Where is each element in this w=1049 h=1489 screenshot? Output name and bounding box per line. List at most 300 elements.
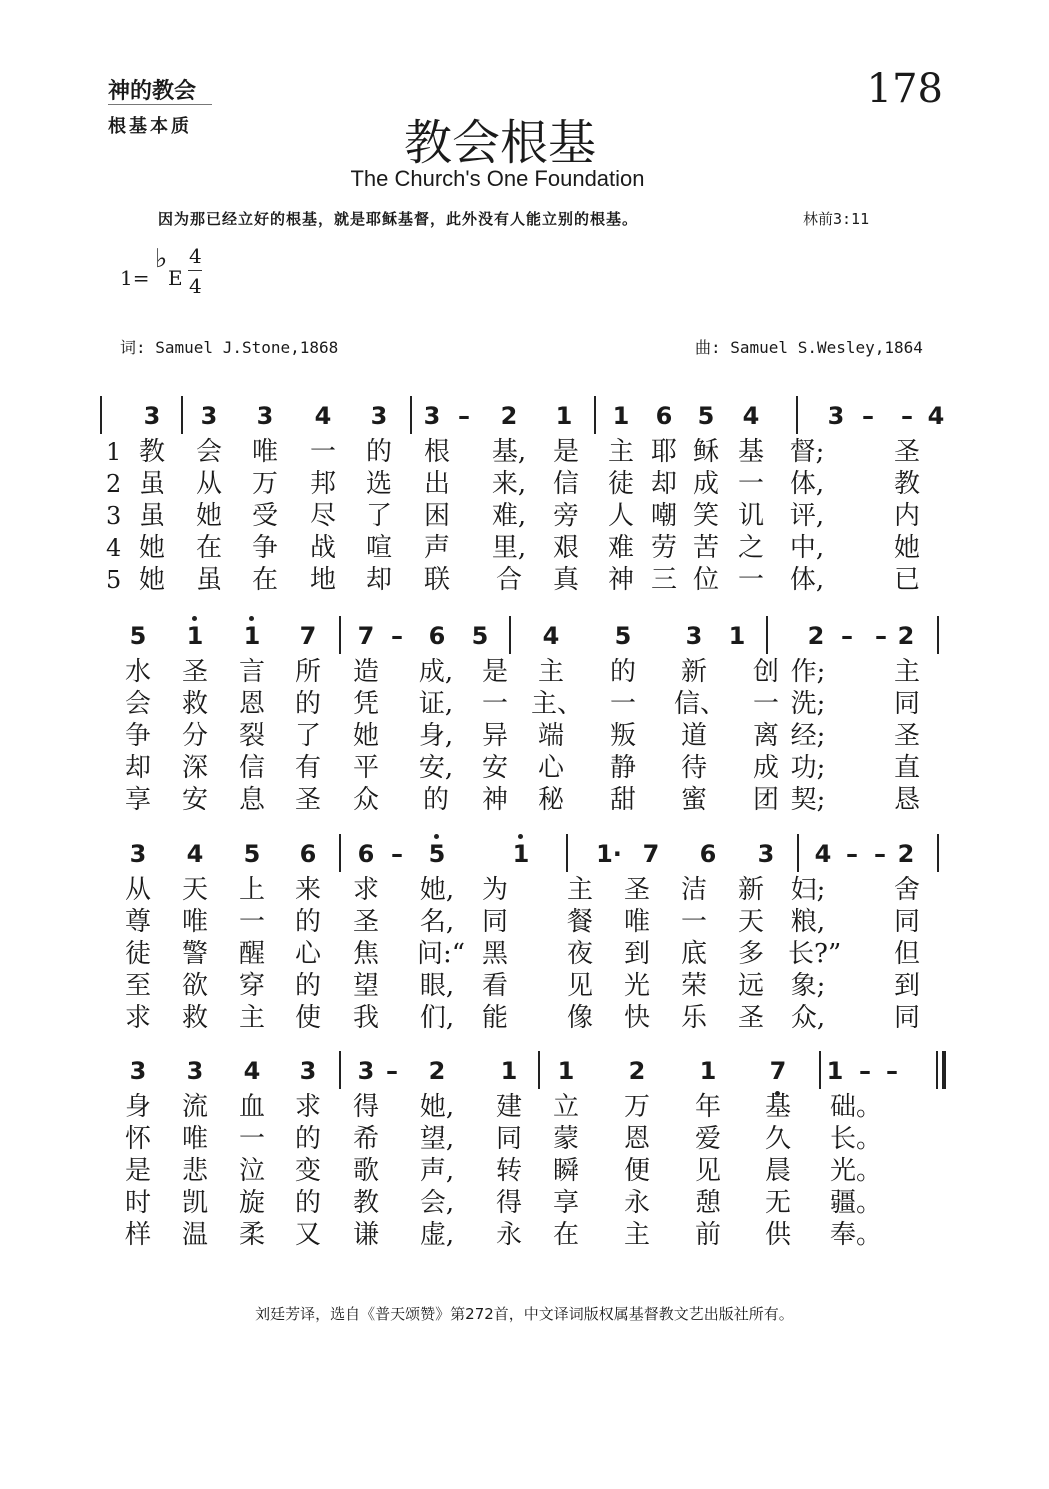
- lyric-syllable: 却: [365, 565, 392, 595]
- lyric-syllable: 蜜: [680, 785, 707, 815]
- lyric-syllable: 救: [181, 1003, 208, 1033]
- lyric-syllable: 徒: [607, 469, 634, 499]
- note: 7: [753, 1057, 803, 1085]
- lyric-syllable: 底: [680, 939, 707, 969]
- lyric-line-5: [100, 564, 950, 596]
- dash-note: –: [841, 622, 853, 650]
- lyric-line-5: [100, 1002, 950, 1034]
- lyric-syllable: 年: [694, 1092, 721, 1122]
- lyric-syllable: 人: [607, 501, 634, 531]
- lyric-syllable: 圣: [623, 875, 650, 905]
- note: 4: [927, 402, 945, 430]
- lyric-line-2: [100, 1123, 950, 1155]
- lyric-syllable: 在: [195, 533, 222, 563]
- note: 3: [256, 402, 274, 430]
- dash-note: –: [391, 840, 403, 868]
- lyric-syllable: 她: [138, 533, 165, 563]
- lyric-syllable: 之: [737, 533, 764, 563]
- verse-number: 3: [106, 502, 122, 530]
- lyric-syllable: 望,: [419, 1124, 455, 1154]
- notation-row: [100, 830, 950, 878]
- lyric-syllable: 万: [623, 1092, 650, 1122]
- lyric-syllable: 血: [238, 1092, 265, 1122]
- scripture-verse: 因为那已经立好的根基，就是耶稣基督，此外没有人能立别的根基。: [158, 210, 639, 228]
- lyric-syllable: 础。: [830, 1092, 883, 1122]
- lyric-syllable: 裂: [238, 721, 265, 751]
- lyric-syllable: 她: [893, 533, 920, 563]
- note: 1: [612, 402, 630, 430]
- note: 3: [757, 840, 775, 868]
- lyric-syllable: 恳: [893, 785, 920, 815]
- lyric-syllable: 神: [607, 565, 634, 595]
- dash-note: –: [886, 1057, 898, 1085]
- lyric-line-3: [100, 720, 950, 752]
- note: 4: [314, 402, 332, 430]
- verse-number: 5: [106, 566, 122, 594]
- dash-note: –: [874, 840, 886, 868]
- notation-row: [100, 392, 950, 440]
- final-barline-thick: [942, 1051, 946, 1089]
- lyric-syllable: 看: [481, 971, 508, 1001]
- note: 4: [243, 1057, 261, 1085]
- lyric-line-5: [100, 784, 950, 816]
- lyric-syllable: 会: [124, 689, 151, 719]
- note: 5: [697, 402, 715, 430]
- lyric-line-4: [100, 970, 950, 1002]
- lyric-syllable: 身: [124, 1092, 151, 1122]
- dash-note: –: [862, 402, 874, 430]
- lyric-syllable: 却: [650, 469, 677, 499]
- lyric-syllable: 奉。: [830, 1220, 883, 1250]
- note: 3: [685, 622, 703, 650]
- octave-dot-above: [518, 834, 523, 839]
- lyric-syllable: 内: [893, 501, 920, 531]
- barline: [796, 396, 798, 434]
- lyric-syllable: 身,: [418, 721, 454, 751]
- lyric-syllable: 的: [294, 907, 321, 937]
- lyric-syllable: 主: [893, 657, 920, 687]
- note: 3: [423, 402, 441, 430]
- lyric-syllable: 中,: [789, 533, 825, 563]
- lyric-syllable: 是: [552, 437, 579, 467]
- barline: [538, 1051, 540, 1089]
- octave-dot-above: [192, 616, 197, 621]
- note: 4: [542, 622, 560, 650]
- note: 3: [827, 402, 845, 430]
- lyric-syllable: 长?”: [788, 939, 842, 969]
- lyric-syllable: 希: [352, 1124, 379, 1154]
- lyric-syllable: 虽: [138, 469, 165, 499]
- lyric-syllable: 爱: [694, 1124, 721, 1154]
- note: 1: [496, 840, 546, 868]
- lyric-syllable: 成,: [418, 657, 454, 687]
- lyric-syllable: 上: [238, 875, 265, 905]
- lyric-syllable: 难,: [491, 501, 527, 531]
- lyric-syllable: 造: [352, 657, 379, 687]
- lyric-syllable: 平: [352, 753, 379, 783]
- note: 1: [826, 1057, 844, 1085]
- lyric-syllable: 夜: [566, 939, 593, 969]
- lyric-syllable: 体,: [789, 469, 825, 499]
- lyric-syllable: 洗;: [790, 689, 826, 719]
- lyric-syllable: 名,: [419, 907, 455, 937]
- lyric-syllable: 同: [481, 907, 508, 937]
- lyric-syllable: 基: [737, 437, 764, 467]
- note: 3: [186, 1057, 204, 1085]
- lyric-syllable: 凭: [352, 689, 379, 719]
- lyric-syllable: 圣: [737, 1003, 764, 1033]
- lyric-syllable: 一: [481, 689, 508, 719]
- lyric-syllable: 一: [752, 689, 779, 719]
- note: 5: [412, 840, 462, 868]
- note: 3: [143, 402, 161, 430]
- lyric-syllable: 信、: [674, 689, 727, 719]
- lyric-syllable: 在: [552, 1220, 579, 1250]
- lyric-syllable: 经;: [790, 721, 826, 751]
- lyric-syllable: 圣: [352, 907, 379, 937]
- note: 2: [500, 402, 518, 430]
- note: 4: [742, 402, 760, 430]
- lyric-syllable: 了: [294, 721, 321, 751]
- lyric-syllable: 出: [423, 469, 450, 499]
- notation-row: [100, 612, 950, 660]
- note: 2: [897, 622, 915, 650]
- lyric-syllable: 苦: [692, 533, 719, 563]
- lyric-syllable: 她: [352, 721, 379, 751]
- note: 7: [642, 840, 660, 868]
- lyric-syllable: 样: [124, 1220, 151, 1250]
- lyric-syllable: 光。: [830, 1156, 883, 1186]
- note: 2: [897, 840, 915, 868]
- note: 3: [129, 1057, 147, 1085]
- lyric-syllable: 分: [181, 721, 208, 751]
- lyric-syllable: 从: [195, 469, 222, 499]
- verse-number: 1: [106, 438, 122, 466]
- lyric-syllable: 旁: [552, 501, 579, 531]
- lyric-syllable: 地: [309, 565, 336, 595]
- verse-number: 2: [106, 470, 122, 498]
- lyric-syllable: 长。: [830, 1124, 883, 1154]
- lyric-syllable: 瞬: [552, 1156, 579, 1186]
- barline: [566, 834, 568, 872]
- lyric-syllable: 心: [294, 939, 321, 969]
- lyric-syllable: 叛: [609, 721, 636, 751]
- lyric-syllable: 快: [623, 1003, 650, 1033]
- lyric-syllable: 蒙: [552, 1124, 579, 1154]
- lyric-syllable: 眼,: [419, 971, 455, 1001]
- lyric-syllable: 永: [623, 1188, 650, 1218]
- lyric-syllable: 唯: [251, 437, 278, 467]
- lyric-syllable: 契;: [790, 785, 826, 815]
- lyric-syllable: 洁: [680, 875, 707, 905]
- lyric-syllable: 供: [764, 1220, 791, 1250]
- lyric-line-5: [100, 1219, 950, 1251]
- lyric-syllable: 声,: [419, 1156, 455, 1186]
- lyric-line-2: [100, 468, 950, 500]
- hymn-title: 教会根基: [403, 115, 596, 171]
- lyric-syllable: 建: [495, 1092, 522, 1122]
- key-prefix: 1=: [120, 266, 150, 290]
- lyric-syllable: 得: [352, 1092, 379, 1122]
- note: 3: [357, 1057, 375, 1085]
- note: 1: [557, 1057, 575, 1085]
- lyric-syllable: 声: [423, 533, 450, 563]
- lyric-syllable: 虚,: [419, 1220, 455, 1250]
- lyric-syllable: 天: [737, 907, 764, 937]
- lyric-syllable: 难: [607, 533, 634, 563]
- lyric-syllable: 又: [294, 1220, 321, 1250]
- lyricist-credit: 词: Samuel J.Stone,1868: [120, 338, 339, 357]
- lyric-syllable: 的: [365, 437, 392, 467]
- lyric-syllable: 邦: [309, 469, 336, 499]
- lyric-line-1: [100, 436, 950, 468]
- octave-dot-above: [434, 834, 439, 839]
- dash-note: –: [846, 840, 858, 868]
- lyric-syllable: 恩: [623, 1124, 650, 1154]
- lyric-syllable: 她: [195, 501, 222, 531]
- lyric-line-3: [100, 1155, 950, 1187]
- notation-row: [100, 1047, 950, 1095]
- lyric-syllable: 选: [365, 469, 392, 499]
- lyric-syllable: 成: [692, 469, 719, 499]
- lyric-syllable: 多: [737, 939, 764, 969]
- lyric-syllable: 一: [609, 689, 636, 719]
- barline: [766, 616, 768, 654]
- lyric-syllable: 为: [481, 875, 508, 905]
- lyric-syllable: 艰: [552, 533, 579, 563]
- translation-credit: 刘廷芳译，选自《普天颂赞》第272首，中文译词版权属基督教文艺出版社所有。: [255, 1305, 794, 1323]
- lyric-syllable: 唯: [181, 1124, 208, 1154]
- lyric-syllable: 安: [481, 753, 508, 783]
- lyric-syllable: 尽: [309, 501, 336, 531]
- lyric-syllable: 一: [680, 907, 707, 937]
- lyric-syllable: 嘲: [650, 501, 677, 531]
- lyric-syllable: 争: [124, 721, 151, 751]
- lyric-syllable: 唯: [623, 907, 650, 937]
- lyric-syllable: 受: [251, 501, 278, 531]
- lyric-syllable: 甜: [609, 785, 636, 815]
- note: 3: [370, 402, 388, 430]
- lyric-syllable: 妇;: [790, 875, 826, 905]
- lyric-syllable: 是: [124, 1156, 151, 1186]
- lyric-syllable: 神: [481, 785, 508, 815]
- lyric-syllable: 真: [552, 565, 579, 595]
- lyric-syllable: 黑: [481, 939, 508, 969]
- note: 6: [357, 840, 375, 868]
- lyric-syllable: 秘: [537, 785, 564, 815]
- lyric-syllable: 警: [181, 939, 208, 969]
- lyric-syllable: 创: [752, 657, 779, 687]
- note: 6: [299, 840, 317, 868]
- lyric-syllable: 醒: [238, 939, 265, 969]
- lyric-syllable: 团: [752, 785, 779, 815]
- scripture-reference: 林前3:11: [803, 210, 870, 228]
- lyric-syllable: 谦: [352, 1220, 379, 1250]
- lyric-syllable: 的: [294, 971, 321, 1001]
- lyric-syllable: 一: [737, 469, 764, 499]
- lyric-syllable: 基,: [491, 437, 527, 467]
- barline: [509, 616, 511, 654]
- lyric-syllable: 联: [423, 565, 450, 595]
- composer-credit: 曲: Samuel S.Wesley,1864: [695, 338, 923, 357]
- lyric-syllable: 舍: [893, 875, 920, 905]
- lyric-syllable: 教: [893, 469, 920, 499]
- lyric-syllable: 望: [352, 971, 379, 1001]
- note: 3: [129, 840, 147, 868]
- lyric-syllable: 来,: [491, 469, 527, 499]
- time-signature-line: [188, 270, 202, 271]
- lyric-syllable: 光: [623, 971, 650, 1001]
- dash-note: –: [901, 402, 913, 430]
- octave-dot-above: [249, 616, 254, 621]
- lyric-syllable: 安,: [418, 753, 454, 783]
- lyric-syllable: 憩: [694, 1188, 721, 1218]
- lyric-syllable: 乐: [680, 1003, 707, 1033]
- lyric-syllable: 讥: [737, 501, 764, 531]
- lyric-syllable: 的: [609, 657, 636, 687]
- lyric-syllable: 圣: [893, 437, 920, 467]
- note: 7: [299, 622, 317, 650]
- lyric-syllable: 息: [238, 785, 265, 815]
- lyric-syllable: 求: [352, 875, 379, 905]
- lyric-syllable: 战: [309, 533, 336, 563]
- lyric-syllable: 远: [737, 971, 764, 1001]
- lyric-syllable: 位: [692, 565, 719, 595]
- lyric-syllable: 前: [694, 1220, 721, 1250]
- lyric-syllable: 道: [680, 721, 707, 751]
- barline: [181, 396, 183, 434]
- lyric-syllable: 主: [623, 1220, 650, 1250]
- lyric-syllable: 同: [893, 907, 920, 937]
- lyric-syllable: 来: [294, 875, 321, 905]
- lyric-syllable: 万: [251, 469, 278, 499]
- note: 1: [227, 622, 277, 650]
- lyric-syllable: 所: [294, 657, 321, 687]
- lyric-line-3: [100, 938, 950, 970]
- lyric-syllable: 荣: [680, 971, 707, 1001]
- verse-number: 4: [106, 534, 122, 562]
- subcategory-label: 根基本质: [108, 116, 192, 137]
- lyric-line-1: [100, 874, 950, 906]
- lyric-syllable: 在: [251, 565, 278, 595]
- lyric-syllable: 求: [124, 1003, 151, 1033]
- lyric-syllable: 泣: [238, 1156, 265, 1186]
- lyric-syllable: 里,: [491, 533, 527, 563]
- lyric-syllable: 一: [309, 437, 336, 467]
- lyric-syllable: 深: [181, 753, 208, 783]
- lyric-line-1: [100, 656, 950, 688]
- lyric-syllable: 享: [552, 1188, 579, 1218]
- lyric-syllable: 转: [495, 1156, 522, 1186]
- lyric-syllable: 一: [238, 1124, 265, 1154]
- lyric-syllable: 久: [764, 1124, 791, 1154]
- lyric-syllable: 是: [481, 657, 508, 687]
- lyric-syllable: 证,: [418, 689, 454, 719]
- lyric-syllable: 旋: [238, 1188, 265, 1218]
- lyric-syllable: 静: [609, 753, 636, 783]
- lyric-syllable: 立: [552, 1092, 579, 1122]
- barline: [100, 396, 102, 434]
- note: 1: [500, 1057, 518, 1085]
- lyric-syllable: 的: [294, 1188, 321, 1218]
- lyric-syllable: 们,: [419, 1003, 455, 1033]
- lyric-syllable: 同: [893, 1003, 920, 1033]
- note: 5: [129, 622, 147, 650]
- lyric-syllable: 到: [623, 939, 650, 969]
- note: 3: [200, 402, 218, 430]
- lyric-syllable: 求: [294, 1092, 321, 1122]
- lyric-syllable: 晨: [764, 1156, 791, 1186]
- note: 5: [243, 840, 261, 868]
- lyric-syllable: 稣: [692, 437, 719, 467]
- lyric-syllable: 异: [481, 721, 508, 751]
- lyric-syllable: 无: [764, 1188, 791, 1218]
- lyric-syllable: 笑: [692, 501, 719, 531]
- lyric-syllable: 的: [422, 785, 449, 815]
- final-barline: [936, 1051, 938, 1089]
- lyric-syllable: 流: [181, 1092, 208, 1122]
- lyric-line-4: [100, 532, 950, 564]
- lyric-syllable: 直: [893, 753, 920, 783]
- lyric-syllable: 主、: [531, 689, 584, 719]
- lyric-syllable: 虽: [138, 501, 165, 531]
- lyric-syllable: 徒: [124, 939, 151, 969]
- lyric-syllable: 众,: [790, 1003, 826, 1033]
- lyric-syllable: 凯: [181, 1188, 208, 1218]
- note: 2: [428, 1057, 446, 1085]
- lyric-syllable: 的: [294, 689, 321, 719]
- lyric-syllable: 但: [893, 939, 920, 969]
- lyric-syllable: 新: [680, 657, 707, 687]
- lyric-syllable: 得: [495, 1188, 522, 1218]
- lyric-syllable: 唯: [181, 907, 208, 937]
- note: 6: [699, 840, 717, 868]
- key-note: E: [168, 266, 183, 290]
- lyric-syllable: 使: [294, 1003, 321, 1033]
- lyric-syllable: 时: [124, 1188, 151, 1218]
- lyric-line-3: [100, 500, 950, 532]
- lyric-syllable: 言: [238, 657, 265, 687]
- lyric-syllable: 端: [537, 721, 564, 751]
- barline: [937, 616, 939, 654]
- lyric-syllable: 见: [566, 971, 593, 1001]
- lyric-syllable: 新: [737, 875, 764, 905]
- lyric-syllable: 她,: [419, 1092, 455, 1122]
- lyric-syllable: 水: [124, 657, 151, 687]
- lyric-line-1: [100, 1091, 950, 1123]
- lyric-syllable: 三: [650, 565, 677, 595]
- note: 7: [357, 622, 375, 650]
- note: 1: [699, 1057, 717, 1085]
- dash-note: –: [458, 402, 470, 430]
- note: 6: [655, 402, 673, 430]
- lyric-syllable: 象;: [790, 971, 826, 1001]
- dash-note: –: [391, 622, 403, 650]
- lyric-syllable: 尊: [124, 907, 151, 937]
- hymn-subtitle: The Church's One Foundation: [350, 166, 645, 191]
- lyric-syllable: 督;: [789, 437, 825, 467]
- lyric-syllable: 同: [893, 689, 920, 719]
- category-label: 神的教会: [108, 78, 197, 104]
- note: 4: [814, 840, 832, 868]
- note: 1·: [596, 840, 622, 868]
- note: 6: [428, 622, 446, 650]
- lyric-syllable: 一: [737, 565, 764, 595]
- lyric-line-2: [100, 688, 950, 720]
- lyric-syllable: 有: [294, 753, 321, 783]
- lyric-syllable: 成: [752, 753, 779, 783]
- lyric-syllable: 喧: [365, 533, 392, 563]
